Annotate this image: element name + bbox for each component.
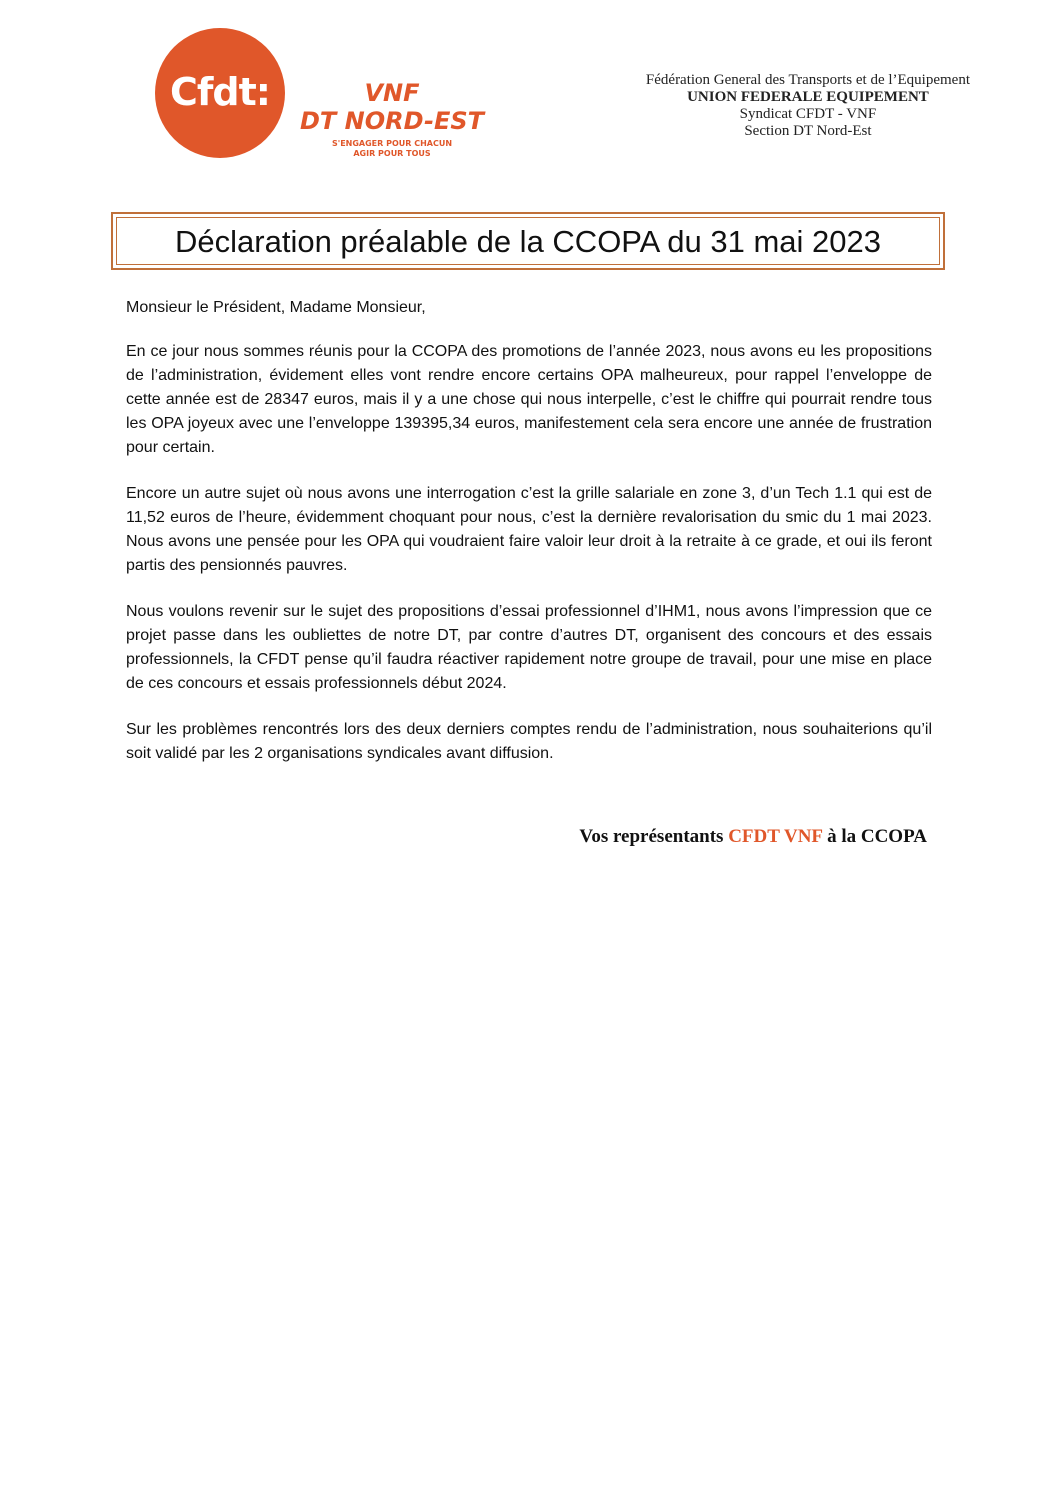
title-box bbox=[111, 212, 945, 270]
brand-tagline bbox=[292, 139, 492, 159]
tagline-line2: AGIR POUR TOUS bbox=[353, 149, 431, 158]
federation-name: Fédération General des Transports et de l’Equipement bbox=[645, 72, 970, 88]
signature-prefix: Vos représentants bbox=[579, 826, 729, 847]
union-name: UNION FEDERALE EQUIPEMENT bbox=[687, 89, 929, 105]
paragraph-comptes-rendu: Sur les problèmes rencontrés lors des deux derniers comptes rendu de l’administration, nous souhaiterions qu’il soit validé par les 2 organisations syndicales avant diffusion. bbox=[126, 721, 932, 762]
paragraph-essai-professionnel: Nous voulons revenir sur le sujet des propositions d’essai professionnel d’IHM1, nous avons l’impression que ce projet passe dans les oubliettes de notre DT, par contre d’autres DT, organisent des concours et des essais professionnels, la CFDT pense qu’il faudra réactiver rapidement notre groupe de travail, pour une mise en place de ces concours et essais professionnels début 2024. bbox=[126, 603, 932, 692]
paragraph-promotions: En ce jour nous sommes réunis pour la CCOPA des promotions de l’année 2023, nous avons eu les propositions de l’administration, évidement elles vont rendre encore certains OPA malheureux, pour rappel l’enveloppe de cette année est de 28347 euros, mais il y a une chose qui nous interpelle, c’est le chiffre qui pourrait rendre tous les OPA joyeux avec une l’enveloppe 139395,34 euros, manifestement cela sera encore une année de frustration pour certain. bbox=[126, 343, 932, 456]
syndicat-name: Syndicat CFDT - VNF bbox=[739, 106, 877, 122]
brand-dt-nord-est: DT NORD-EST bbox=[300, 107, 484, 135]
brand-vnf: VNF bbox=[364, 79, 420, 107]
cfdt-logo-circle bbox=[155, 28, 285, 158]
paragraph-grille-salariale: Encore un autre sujet où nous avons une interrogation c’est la grille salariale en zone 3, d’un Tech 1.1 qui est de 11,52 euros de l’heure, évidemment choquant pour nous, c’est la dernière revalorisation du smic du 1 mai 2023. Nous avons une pensée pour les OPA qui voudraient faire valoir leur droit à la retraite à ce grade, et oui ils feront partis des pensionnés pauvres. bbox=[126, 485, 932, 574]
tagline-line1: S'ENGAGER POUR CHACUN bbox=[331, 139, 453, 148]
signature-accent: CFDT VNF bbox=[728, 826, 823, 847]
cfdt-logo-text: Cfdt: bbox=[170, 70, 270, 114]
signature bbox=[579, 826, 927, 848]
vnf-brand bbox=[292, 80, 492, 159]
salutation: Monsieur le Président, Madame Monsieur, bbox=[126, 299, 426, 316]
federation-header bbox=[646, 72, 970, 140]
document-body bbox=[126, 296, 932, 788]
signature-suffix: à la CCOPA bbox=[822, 826, 927, 847]
section-name: Section DT Nord-Est bbox=[744, 123, 872, 139]
document-title: Déclaration préalable de la CCOPA du 31 mai 2023 bbox=[175, 224, 881, 259]
